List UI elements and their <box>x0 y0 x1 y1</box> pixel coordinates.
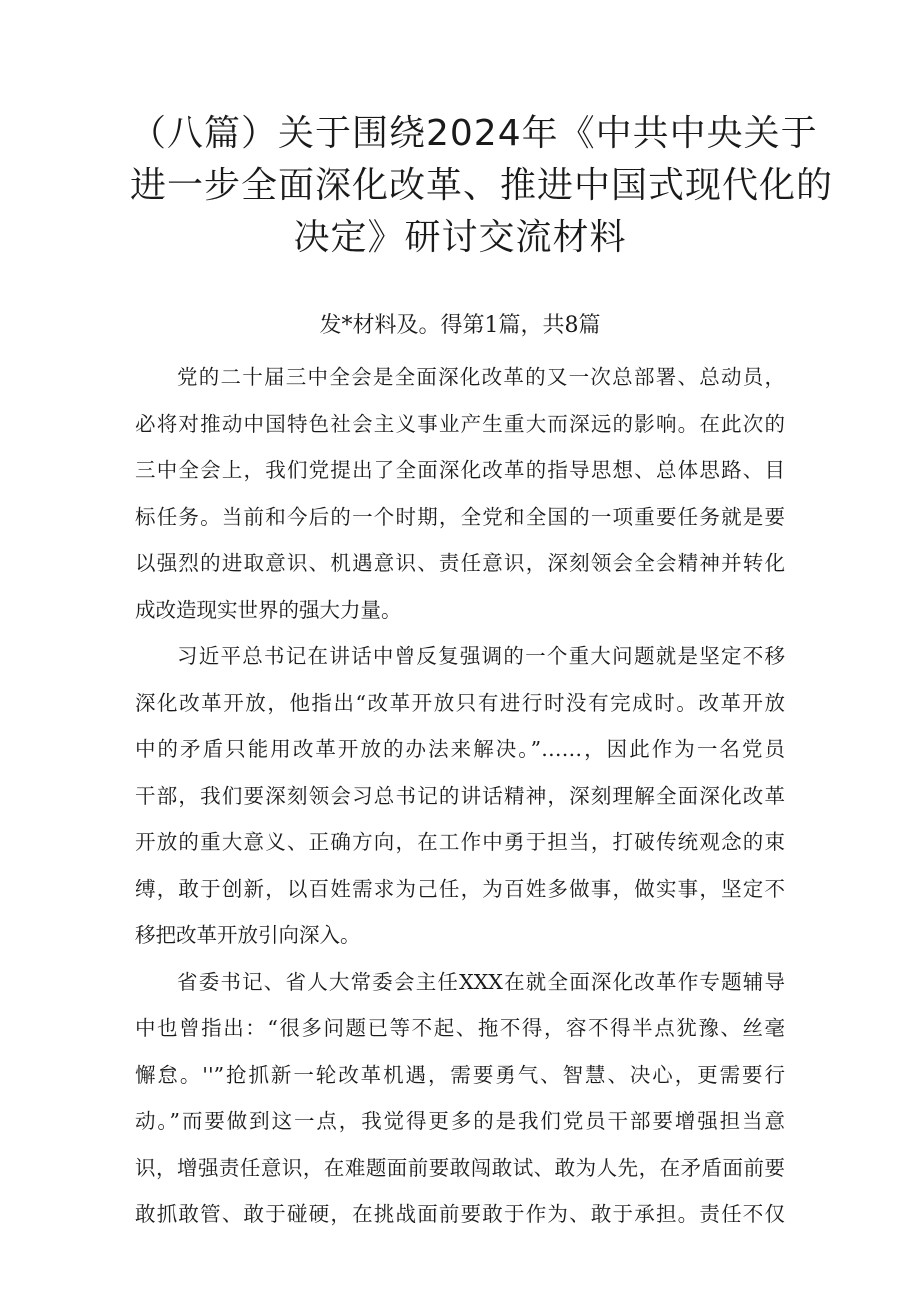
title-line-2: 进一步全面深化改革、推进中国式现代化的 <box>130 165 834 206</box>
subtitle: 发*材料及。得第1篇，共8篇 <box>319 313 601 338</box>
paragraph-3 <box>135 959 785 1238</box>
paragraph-line: 以强烈的进取意识、机遇意识、责任意识，深刻领会全会精神并转化 <box>135 551 785 575</box>
paragraph-line: 缚，敢于创新，以百姓需求为己任，为百姓多做事，做实事，坚定不 <box>135 876 785 901</box>
paragraph-line: 省委书记、省人大常委会主任XXX在就全面深化改革作专题辅导 <box>177 969 785 994</box>
paragraph-line: 懈怠。''”抢抓新一轮改革机遇，需要勇气、智慧、决心，更需要行 <box>135 1062 785 1087</box>
paragraph-line: 标任务。当前和今后的一个时期，全党和全国的一项重要任务就是要 <box>135 504 785 529</box>
paragraph-line: 成改造现实世界的强大力量。 <box>135 597 402 622</box>
paragraph-1 <box>135 354 785 633</box>
paragraph-line: 移把改革开放引向深入。 <box>135 923 361 947</box>
paragraph-2 <box>135 633 785 959</box>
title-line-1: （八篇）关于围绕2024年《中共中央关于 <box>130 113 818 154</box>
paragraph-line: 中也曾指出：“很多问题已等不起、拖不得，容不得半点犹豫、丝毫 <box>135 1016 785 1040</box>
paragraph-line: 深化改革开放，他指出“改革开放只有进行时没有完成时。改革开放 <box>135 690 785 715</box>
paragraph-line: 必将对推动中国特色社会主义事业产生重大而深远的影响。在此次的 <box>135 411 785 436</box>
paragraph-line: 敢抓敢管、敢于碰硬，在挑战面前要敢于作为、敢于承担。责任不仅 <box>135 1202 785 1226</box>
paragraph-line: 动。”而要做到这一点，我觉得更多的是我们党员干部要增强担当意 <box>135 1109 785 1133</box>
paragraph-line: 开放的重大意义、正确方向，在工作中勇于担当，打破传统观念的束 <box>135 830 785 854</box>
paragraph-line: 识，增强责任意识，在难题面前要敢闯敢试、敢为人先，在矛盾面前要 <box>135 1155 785 1180</box>
paragraph-line: 习近平总书记在讲话中曾反复强调的一个重大问题就是坚定不移 <box>177 644 785 668</box>
paragraph-line: 三中全会上，我们党提出了全面深化改革的指导思想、总体思路、目 <box>135 458 785 482</box>
document-body <box>135 354 785 1238</box>
title-line-3: 决定》研讨交流材料 <box>293 217 627 258</box>
paragraph-line: 党的二十届三中全会是全面深化改革的又一次总部署、总动员， <box>177 365 785 389</box>
page-title <box>130 108 834 264</box>
paragraph-line: 干部，我们要深刻领会习总书记的讲话精神，深刻理解全面深化改革 <box>135 783 785 808</box>
paragraph-line: 中的矛盾只能用改革开放的办法来解决。”……，因此作为一名党员 <box>135 737 785 761</box>
